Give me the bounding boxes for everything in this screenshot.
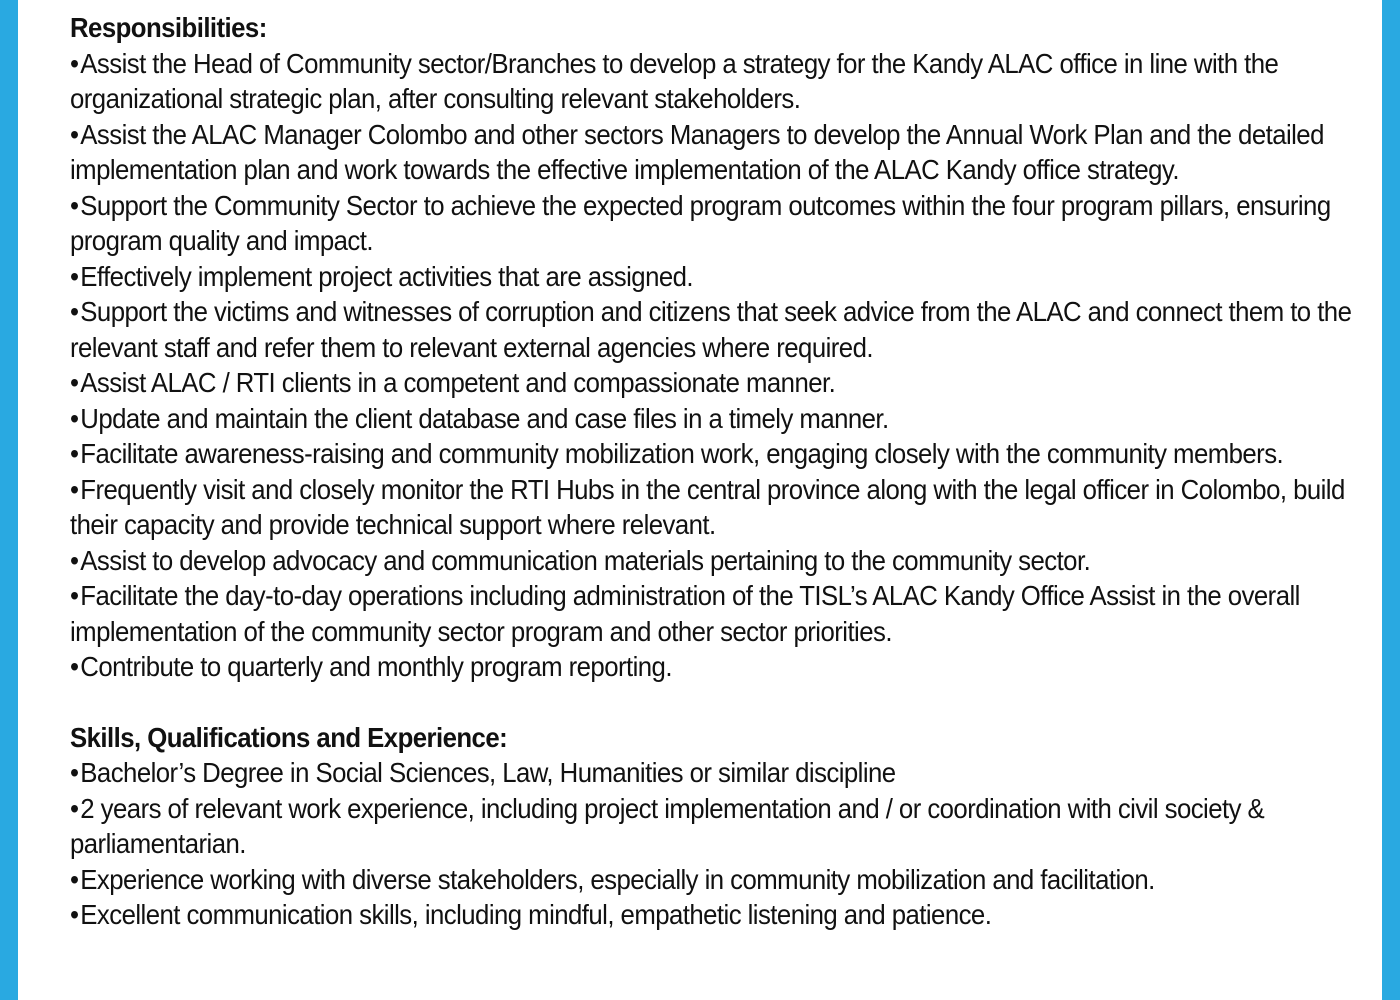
bullet-icon: • <box>70 438 79 469</box>
responsibility-item <box>70 401 1360 437</box>
bullet-icon: • <box>70 792 79 824</box>
responsibility-item-text: Facilitate the day-to-day operations including administration of the TISL’s ALAC Kandy Office Assist in the overall implementation of the community sector program and other sector priorities. <box>70 580 1300 647</box>
document-body <box>70 10 1360 933</box>
responsibility-item <box>70 294 1360 365</box>
responsibilities-list <box>70 46 1360 685</box>
responsibility-item-text: Assist to develop advocacy and communication materials pertaining to the community sector. <box>80 544 1091 576</box>
skill-item-text: 2 years of relevant work experience, including project implementation and / or coordination with civil society & parliamentarian. <box>70 792 1265 859</box>
bullet-icon: • <box>70 544 79 576</box>
bullet-icon: • <box>70 189 79 221</box>
responsibility-item-text: Assist the Head of Community sector/Branches to develop a strategy for the Kandy ALAC office in line with the organizational strategic plan, after consulting relevant stakeholders. <box>70 47 1279 114</box>
responsibility-item <box>70 472 1360 543</box>
responsibility-item-text: Update and maintain the client database and case files in a timely manner. <box>80 402 889 434</box>
responsibility-item <box>70 188 1360 259</box>
responsibility-item-text: Support the victims and witnesses of corruption and citizens that seek advice from the ALAC and connect them to the relevant staff and refer them to relevant external agencies where required. <box>70 296 1352 363</box>
bullet-icon: • <box>70 473 79 505</box>
skills-list <box>70 755 1360 933</box>
bullet-icon: • <box>70 863 79 895</box>
responsibility-item-text: Assist ALAC / RTI clients in a competent and compassionate manner. <box>80 367 836 398</box>
bullet-icon: • <box>70 580 79 611</box>
responsibility-item <box>70 259 1360 295</box>
bullet-icon: • <box>70 651 79 682</box>
responsibility-item <box>70 117 1360 188</box>
skill-item <box>70 791 1360 862</box>
bullet-icon: • <box>70 47 79 79</box>
responsibility-item <box>70 578 1360 649</box>
responsibility-item <box>70 543 1360 579</box>
responsibility-item-text: Contribute to quarterly and monthly program reporting. <box>80 651 672 682</box>
bullet-icon: • <box>70 367 79 398</box>
responsibility-item-text: Assist the ALAC Manager Colombo and other sectors Managers to develop the Annual Work Plan and the detailed implementation plan and work towards the effective implementation of the ALAC Kandy office strategy. <box>70 118 1324 185</box>
responsibility-item <box>70 46 1360 117</box>
bullet-icon: • <box>70 899 79 930</box>
bullet-icon: • <box>70 296 79 327</box>
skill-item-text: Experience working with diverse stakeholders, especially in community mobilization and facilitation. <box>80 863 1155 895</box>
left-frame-border <box>0 0 18 1000</box>
bullet-icon: • <box>70 757 79 788</box>
skill-item <box>70 897 1360 933</box>
skill-item-text: Excellent communication skills, including mindful, empathetic listening and patience. <box>80 899 992 930</box>
responsibility-item-text: Support the Community Sector to achieve the expected program outcomes within the four program pillars, ensuring program quality and impact. <box>70 189 1331 256</box>
right-frame-border <box>1382 0 1400 1000</box>
responsibility-item <box>70 436 1360 472</box>
skill-item <box>70 862 1360 898</box>
responsibility-item-text: Facilitate awareness-raising and community mobilization work, engaging closely with the community members. <box>80 438 1284 469</box>
skills-heading: Skills, Qualifications and Experience: <box>70 721 508 753</box>
bullet-icon: • <box>70 402 79 434</box>
skill-item-text: Bachelor’s Degree in Social Sciences, Law, Humanities or similar discipline <box>80 757 896 788</box>
responsibility-item <box>70 649 1360 685</box>
section-spacer <box>70 685 1360 720</box>
responsibility-item-text: Frequently visit and closely monitor the RTI Hubs in the central province along with the legal officer in Colombo, build their capacity and provide technical support where relevant. <box>70 473 1345 540</box>
responsibilities-heading: Responsibilities: <box>70 12 267 43</box>
bullet-icon: • <box>70 118 79 150</box>
bullet-icon: • <box>70 260 79 292</box>
responsibility-item <box>70 365 1360 401</box>
skill-item <box>70 755 1360 791</box>
responsibility-item-text: Effectively implement project activities that are assigned. <box>80 260 693 292</box>
